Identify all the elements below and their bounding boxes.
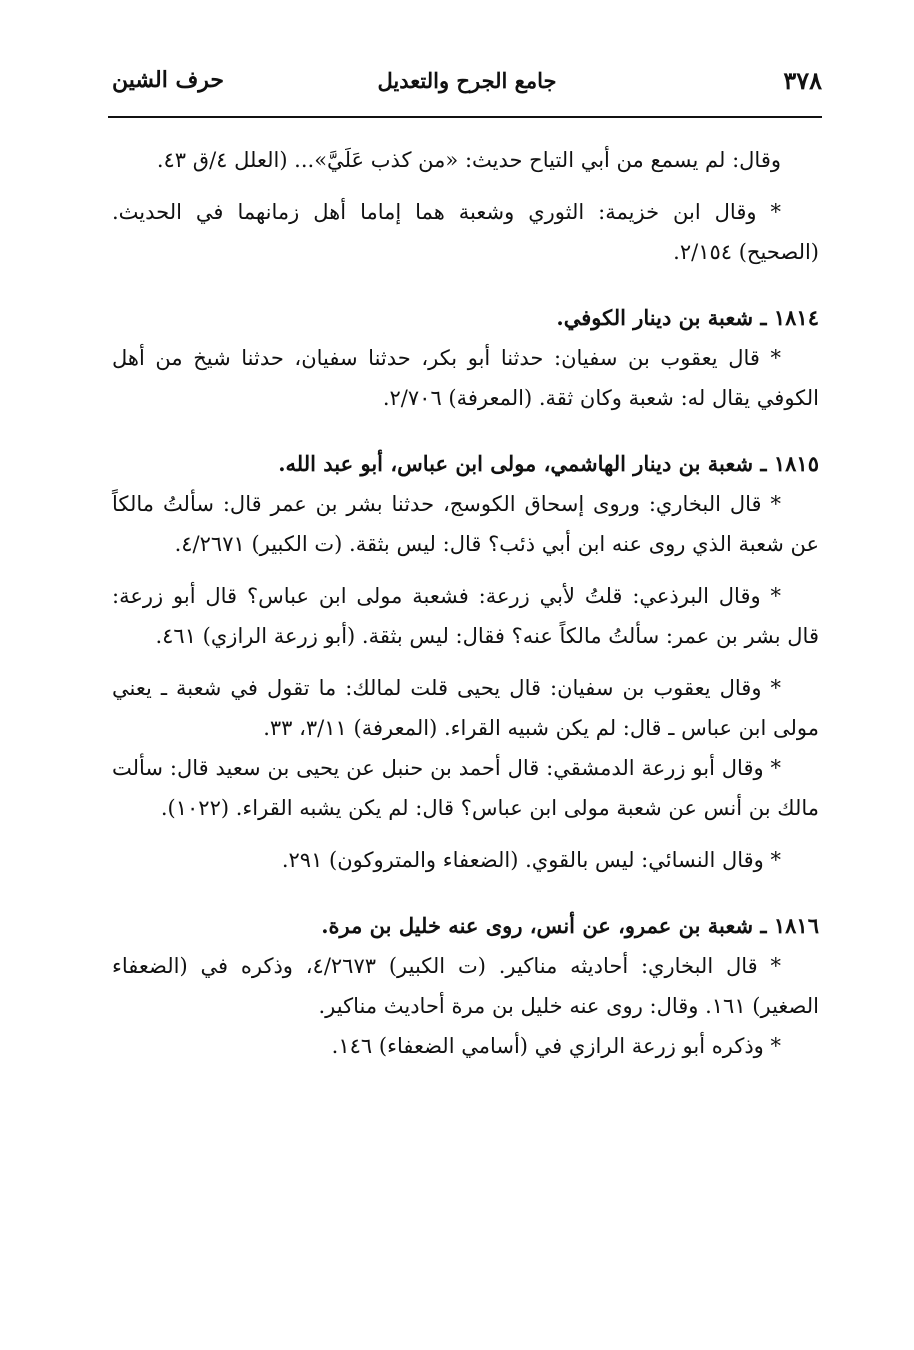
page-header — [112, 58, 822, 102]
page-body — [112, 140, 819, 1066]
book-title: جامع الجرح والتعديل — [377, 67, 557, 93]
paragraph-1815-yaqub: * وقال يعقوب بن سفيان: قال يحيى قلت لمالك: ما تقول في شعبة ـ يعني مولى ابن عباس ـ قال: لم يكن شبيه القراء. (المعرفة) ٣/١١، ٣٣. — [112, 676, 819, 740]
entry-heading-1816: ١٨١٦ ـ شعبة بن عمرو، عن أنس، روى عنه خليل بن مرة. — [321, 913, 819, 938]
paragraph-1814-yaqub: * قال يعقوب بن سفيان: حدثنا أبو بكر، حدثنا سفيان، حدثنا شيخ من أهل الكوفي يقال له: شعبة وكان ثقة. (المعرفة) ٢/٧٠٦. — [112, 346, 819, 410]
section-title: حرف الشين — [112, 67, 225, 93]
paragraph-ilal: وقال: لم يسمع من أبي التياح حديث: «من كذب عَلَيَّ»... (العلل ٤/ق ٤٣. — [156, 148, 781, 172]
paragraph-1815-bukhari: * قال البخاري: وروى إسحاق الكوسج، حدثنا بشر بن عمر قال: سألتُ مالكاً عن شعبة الذي روى عنه ابن أبي ذئب؟ قال: ليس بثقة. (ت الكبير) ٤/٢٦٧١. — [112, 492, 819, 556]
page-number: ٣٧٨ — [783, 65, 822, 95]
paragraph-1815-bardhai: * وقال البرذعي: قلتُ لأبي زرعة: فشعبة مولى ابن عباس؟ قال أبو زرعة: قال بشر بن عمر: سألتُ مالكاً عنه؟ فقال: ليس بثقة. (أبو زرعة الرازي) ٤٦١. — [112, 584, 819, 648]
paragraph-1816-bukhari: * قال البخاري: أحاديثه مناكير. (ت الكبير) ٤/٢٦٧٣، وذكره في (الضعفاء الصغير) ١٦١. وقال: روى عنه خليل بن مرة أحاديث مناكير. — [112, 954, 819, 1018]
paragraph-1816-abu-zurah: * وذكره أبو زرعة الرازي في (أسامي الضعفاء) ١٤٦. — [331, 1034, 781, 1058]
entry-heading-1815: ١٨١٥ ـ شعبة بن دينار الهاشمي، مولى ابن عباس، أبو عبد الله. — [278, 451, 819, 476]
paragraph-ibn-khuzaymah: * وقال ابن خزيمة: الثوري وشعبة هما إماما أهل زمانهما في الحديث. (الصحيح) ٢/١٥٤. — [112, 200, 819, 264]
header-divider — [108, 116, 822, 118]
paragraph-1815-nasai: * وقال النسائي: ليس بالقوي. (الضعفاء والمتروكون) ٢٩١. — [281, 848, 781, 872]
entry-heading-1814: ١٨١٤ ـ شعبة بن دينار الكوفي. — [556, 305, 819, 330]
paragraph-1815-dimashqi: * وقال أبو زرعة الدمشقي: قال أحمد بن حنبل عن يحيى بن سعيد قال: سألت مالك بن أنس عن شعبة مولى ابن عباس؟ قال: لم يكن يشبه القراء. (١٠٢٢). — [112, 756, 819, 820]
